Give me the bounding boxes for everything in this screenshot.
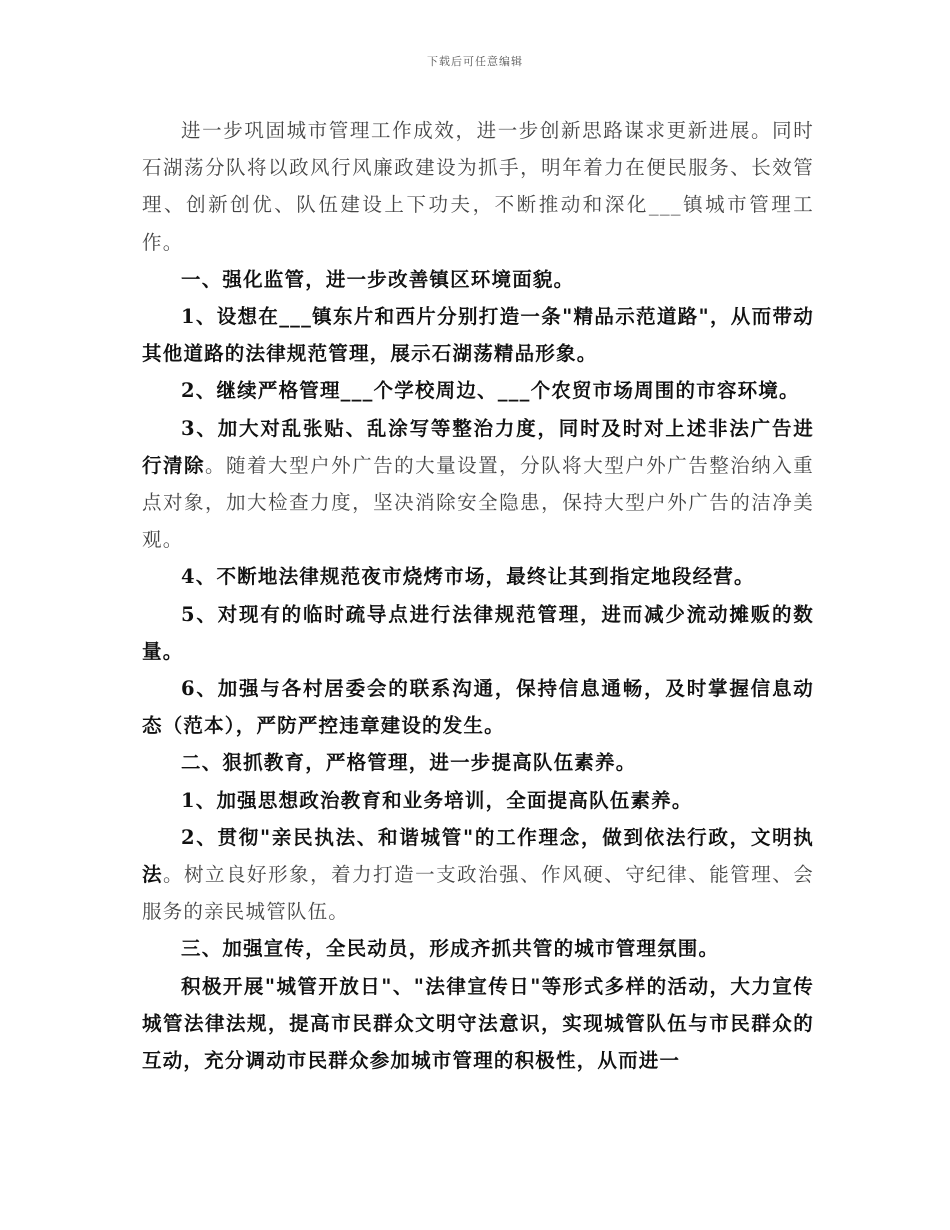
paragraph bbox=[142, 558, 814, 595]
text-run: 。随着大型户外广告的大量设置，分队将大型户外广告整治纳入重点对象，加大检查力度，坚决消除安全隐患，保持大型户外广告的洁净美观。 bbox=[142, 453, 814, 552]
text-run: 5、对现有的临时疏导点进行法律规范管理，进而减少流动摊贩的数量。 bbox=[142, 602, 814, 663]
text-run: 一、强化监管，进一步改善镇区环境面貌。 bbox=[181, 267, 575, 291]
text-run: 进一步巩固城市管理工作成效，进一步创新思路谋求更新进展。同时石湖荡分队将以政风行风廉政建设为抓手，明年着力在便民服务、长效管理、创新创优、队伍建设上下功夫，不断推动和深化___镇城市管理工作。 bbox=[142, 119, 814, 254]
text-run: 2、贯彻"亲民执法、和谐城管"的工作理念，做到依法行政，文明执法 bbox=[142, 825, 814, 887]
paragraph bbox=[142, 372, 814, 409]
text-run: 三、加强宣传，全民动员，形成齐抓共管的城市管理氛围。 bbox=[181, 937, 720, 961]
text-run: 6、加强与各村居委会的联系沟通，保持信息通畅，及时掌握信息动态（范本），严防严控违章建设的发生。 bbox=[142, 677, 814, 738]
text-run: 4、不断地法律规范夜市烧烤市场，最终让其到指定地段经营。 bbox=[181, 565, 755, 589]
paragraph bbox=[142, 410, 814, 559]
paragraph bbox=[142, 930, 814, 967]
document-body bbox=[142, 112, 814, 1079]
paragraph bbox=[142, 670, 814, 744]
paragraph bbox=[142, 298, 814, 372]
paragraph bbox=[142, 261, 814, 298]
text-run: 二、狠抓教育，严格管理，进一步提高队伍素养。 bbox=[181, 751, 637, 775]
text-run: 。树立良好形象，着力打造一支政治强、作风硬、守纪律、能管理、会服务的亲民城管队伍。 bbox=[142, 863, 815, 924]
paragraph bbox=[142, 744, 814, 781]
text-run: 3、加大对乱张贴、乱涂写等整治力度，同时及时对上述非法广告进行清除 bbox=[142, 416, 814, 477]
text-run: 1、设想在___镇东片和西片分别打造一条"精品示范道路"，从而带动其他道路的法律规范管理，展示石湖荡精品形象。 bbox=[142, 305, 814, 366]
text-run: 2、继续严格管理___个学校周边、___个农贸市场周围的市容环境。 bbox=[181, 379, 800, 403]
paragraph bbox=[142, 968, 814, 1080]
page-header: 下载后可任意编辑 bbox=[427, 55, 523, 68]
text-run: 1、加强思想政治教育和业务培训，全面提高队伍素养。 bbox=[181, 788, 693, 812]
text-run: 积极开展"城管开放日"、"法律宣传日"等形式多样的活动，大力宣传城管法律法规，提高市民群众文明守法意识，实现城管队伍与市民群众的互动，充分调动市民群众参加城市管理的积极性，从而进一 bbox=[142, 974, 814, 1073]
paragraph bbox=[142, 819, 814, 931]
paragraph bbox=[142, 112, 814, 261]
paragraph bbox=[142, 596, 814, 670]
paragraph bbox=[142, 782, 814, 819]
